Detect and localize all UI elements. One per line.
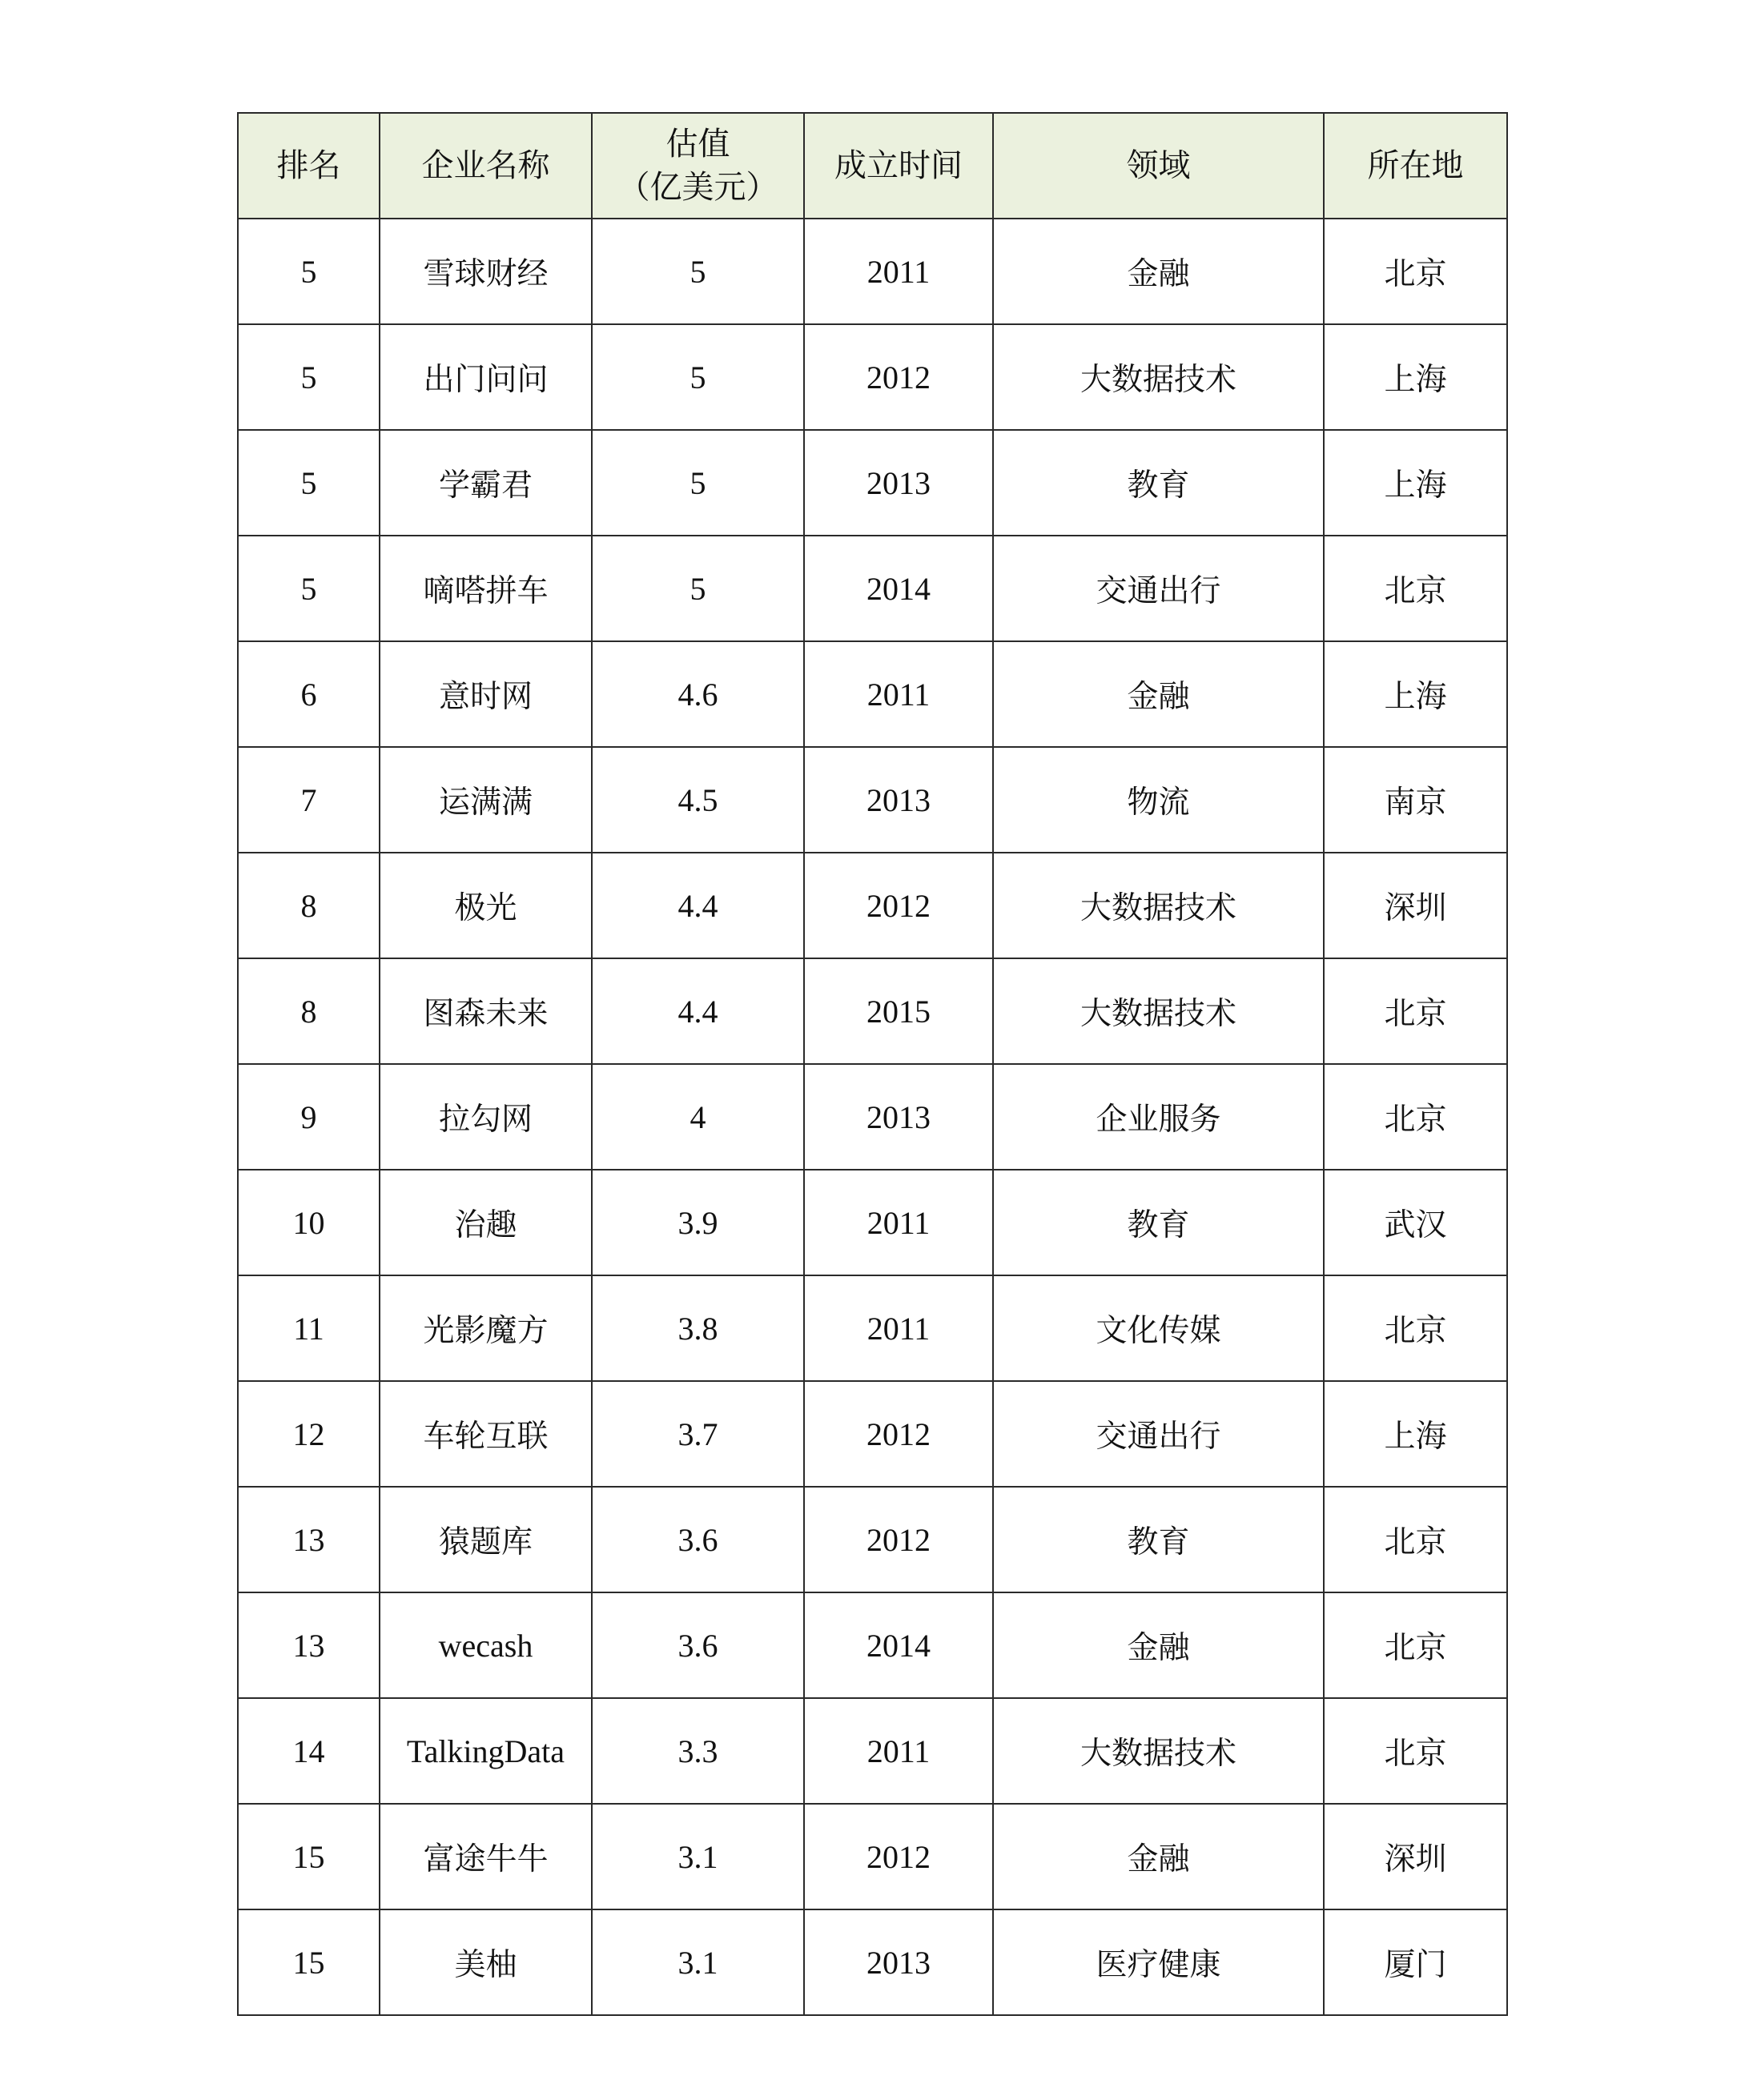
cell-valuation: 4.4 (592, 853, 804, 958)
cell-location: 北京 (1324, 1487, 1507, 1592)
cell-valuation: 5 (592, 536, 804, 641)
table-row (238, 958, 1507, 1064)
cell-company: 光影魔方 (380, 1275, 592, 1381)
cell-field: 金融 (993, 1592, 1324, 1698)
table-row (238, 853, 1507, 958)
cell-location: 北京 (1324, 1064, 1507, 1170)
cell-founded: 2012 (804, 324, 993, 430)
cell-founded: 2011 (804, 1698, 993, 1804)
valuation-table (237, 112, 1508, 2016)
cell-valuation: 3.8 (592, 1275, 804, 1381)
cell-founded: 2014 (804, 1592, 993, 1698)
table-row (238, 1804, 1507, 1909)
cell-founded: 2013 (804, 430, 993, 536)
cell-company: 极光 (380, 853, 592, 958)
table-row (238, 1275, 1507, 1381)
cell-founded: 2012 (804, 1487, 993, 1592)
table-row (238, 1170, 1507, 1275)
cell-field: 教育 (993, 1170, 1324, 1275)
cell-founded: 2014 (804, 536, 993, 641)
cell-valuation: 3.1 (592, 1804, 804, 1909)
cell-field: 大数据技术 (993, 853, 1324, 958)
cell-rank: 14 (238, 1698, 380, 1804)
cell-valuation: 4.4 (592, 958, 804, 1064)
cell-rank: 11 (238, 1275, 380, 1381)
cell-rank: 9 (238, 1064, 380, 1170)
cell-location: 北京 (1324, 1275, 1507, 1381)
table-row (238, 747, 1507, 853)
cell-founded: 2011 (804, 219, 993, 324)
cell-rank: 8 (238, 853, 380, 958)
header-valuation-label: 估值 (665, 126, 730, 163)
cell-rank: 12 (238, 1381, 380, 1487)
cell-location: 深圳 (1324, 1804, 1507, 1909)
cell-valuation: 3.6 (592, 1592, 804, 1698)
cell-founded: 2013 (804, 1064, 993, 1170)
header-company: 企业名称 (380, 113, 592, 219)
valuation-table-container (237, 112, 1508, 2016)
cell-founded: 2012 (804, 1804, 993, 1909)
cell-rank: 5 (238, 219, 380, 324)
cell-founded: 2013 (804, 1909, 993, 2015)
cell-field: 文化传媒 (993, 1275, 1324, 1381)
table-row (238, 1064, 1507, 1170)
cell-rank: 13 (238, 1487, 380, 1592)
cell-rank: 13 (238, 1592, 380, 1698)
header-location: 所在地 (1324, 113, 1507, 219)
cell-valuation: 3.9 (592, 1170, 804, 1275)
cell-founded: 2012 (804, 853, 993, 958)
cell-company: 富途牛牛 (380, 1804, 592, 1909)
cell-location: 深圳 (1324, 853, 1507, 958)
cell-rank: 10 (238, 1170, 380, 1275)
cell-rank: 5 (238, 324, 380, 430)
cell-rank: 6 (238, 641, 380, 747)
cell-field: 交通出行 (993, 536, 1324, 641)
table-row (238, 1487, 1507, 1592)
cell-company: 意时网 (380, 641, 592, 747)
cell-field: 物流 (993, 747, 1324, 853)
cell-rank: 15 (238, 1804, 380, 1909)
cell-valuation: 5 (592, 219, 804, 324)
header-valuation (592, 113, 804, 219)
table-row (238, 430, 1507, 536)
cell-company: 治趣 (380, 1170, 592, 1275)
cell-location: 厦门 (1324, 1909, 1507, 2015)
table-row (238, 1381, 1507, 1487)
header-founded: 成立时间 (804, 113, 993, 219)
cell-rank: 8 (238, 958, 380, 1064)
cell-founded: 2011 (804, 1275, 993, 1381)
cell-field: 医疗健康 (993, 1909, 1324, 2015)
cell-company: 拉勾网 (380, 1064, 592, 1170)
cell-location: 上海 (1324, 324, 1507, 430)
cell-valuation: 3.7 (592, 1381, 804, 1487)
cell-location: 上海 (1324, 641, 1507, 747)
cell-valuation: 3.3 (592, 1698, 804, 1804)
cell-founded: 2013 (804, 747, 993, 853)
cell-field: 企业服务 (993, 1064, 1324, 1170)
cell-valuation: 5 (592, 324, 804, 430)
cell-field: 教育 (993, 430, 1324, 536)
cell-location: 武汉 (1324, 1170, 1507, 1275)
cell-founded: 2011 (804, 641, 993, 747)
cell-company: 猿题库 (380, 1487, 592, 1592)
table-row (238, 1592, 1507, 1698)
cell-valuation: 4.5 (592, 747, 804, 853)
table-row (238, 324, 1507, 430)
cell-founded: 2012 (804, 1381, 993, 1487)
cell-field: 交通出行 (993, 1381, 1324, 1487)
cell-location: 南京 (1324, 747, 1507, 853)
cell-company: 出门问问 (380, 324, 592, 430)
cell-field: 教育 (993, 1487, 1324, 1592)
header-rank: 排名 (238, 113, 380, 219)
cell-company: 雪球财经 (380, 219, 592, 324)
cell-field: 大数据技术 (993, 958, 1324, 1064)
table-header (238, 113, 1507, 219)
cell-rank: 15 (238, 1909, 380, 2015)
cell-location: 北京 (1324, 1592, 1507, 1698)
cell-founded: 2015 (804, 958, 993, 1064)
cell-valuation: 3.6 (592, 1487, 804, 1592)
cell-valuation: 4 (592, 1064, 804, 1170)
cell-field: 金融 (993, 219, 1324, 324)
cell-location: 北京 (1324, 536, 1507, 641)
header-row (238, 113, 1507, 219)
cell-location: 上海 (1324, 1381, 1507, 1487)
cell-field: 大数据技术 (993, 324, 1324, 430)
cell-location: 北京 (1324, 1698, 1507, 1804)
cell-location: 北京 (1324, 219, 1507, 324)
cell-company: TalkingData (380, 1698, 592, 1804)
cell-valuation: 3.1 (592, 1909, 804, 2015)
table-row (238, 641, 1507, 747)
cell-valuation: 5 (592, 430, 804, 536)
cell-company: 车轮互联 (380, 1381, 592, 1487)
cell-rank: 5 (238, 430, 380, 536)
cell-company: 美柚 (380, 1909, 592, 2015)
cell-founded: 2011 (804, 1170, 993, 1275)
cell-company: 学霸君 (380, 430, 592, 536)
table-row (238, 1698, 1507, 1804)
cell-valuation: 4.6 (592, 641, 804, 747)
table-body (238, 219, 1507, 2015)
cell-field: 大数据技术 (993, 1698, 1324, 1804)
cell-company: 嘀嗒拼车 (380, 536, 592, 641)
table-row (238, 536, 1507, 641)
cell-company: 图森未来 (380, 958, 592, 1064)
cell-rank: 5 (238, 536, 380, 641)
cell-rank: 7 (238, 747, 380, 853)
table-row (238, 1909, 1507, 2015)
header-field: 领域 (993, 113, 1324, 219)
cell-location: 上海 (1324, 430, 1507, 536)
cell-field: 金融 (993, 641, 1324, 747)
header-valuation-unit: （亿美元） (617, 169, 778, 206)
cell-field: 金融 (993, 1804, 1324, 1909)
table-row (238, 219, 1507, 324)
cell-company: wecash (380, 1592, 592, 1698)
cell-location: 北京 (1324, 958, 1507, 1064)
cell-company: 运满满 (380, 747, 592, 853)
